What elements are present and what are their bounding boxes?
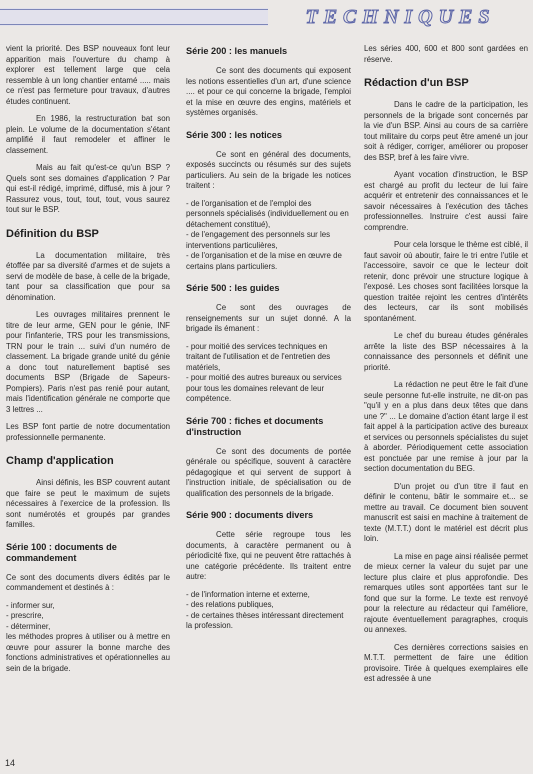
heading-serie-200: Série 200 : les manuels [186,46,288,56]
paragraph: Dans le cadre de la participation, les personnels de la brigade sont concernés par la vie d'un BSP. Ainsi au cours de sa carrière tout militaire du corps peut être amené un jour soit à rédiger, corriger, améliorer ou proposer des BSP, bref à les faire vivre. [364,100,528,162]
section-header [0,0,533,34]
paragraph: La documentation militaire, très étoffée par sa diversité d'armes et de sujets a servi de modèle de base, à celle de la brigade, tant pour sa classification que pour sa dénomination. [6,250,170,302]
heading-serie-700: Série 700 : fiches et documents d'instruction [186,415,324,437]
paragraph: Ce sont des documents de portée générale ou spécifique, souvent à caractère pédagogique et qui servent de support à l'instruction initiale, de spécialisation ou de qualification des personnels de la brigade. [186,446,351,498]
paragraph: les méthodes propres à utiliser ou à mettre en œuvre pour assurer la bonne marche des fonctions administratives et opérationnelles au sein de la brigade. [6,632,170,673]
paragraph: Mais au fait qu'est-ce qu'un BSP ? Quels sont ses domaines d'application ? Par qui est-il rédigé, imprimé, diffusé, mis à jour ? Rassurez vous, tout, tout, tout, vous saurez tout sur le BSP. [6,163,170,214]
paragraph: Les ouvrages militaires prennent le titre de leur arme, GEN pour le génie, INF pour l'infanterie, TRS pour les transmissions, TRN pour le train ... suivi d'un numéro de classement. La brigade grande unité du génie a donc tout naturellement baptisé ses documents BSP (Brigade de Sapeurs-Pompiers). Paris n'est pas renié pour autant, mais l'identification générale ne comporte que 3 lettres ... [6,310,170,414]
column-2 [186,44,351,639]
paragraph: Ainsi définis, les BSP couvrent autant que faire se peut le maximum de sujets nécessaires à l'exercice de la profession. Ils sont numérotés et groupés par grandes familles. [6,478,170,529]
paragraph: Le chef du bureau études générales arrête la liste des BSP nécessaires à la connaissance des personnels et définit une priorité. [364,331,528,372]
paragraph: Ces dernières corrections saisies en M.T.T. permettent de faire une édition provisoire. Tirée à quelques exemplaires elle est adressée à une [364,642,528,683]
heading-serie-100: Série 100 : documents de commandement [6,541,117,563]
paragraph: Ayant vocation d'instruction, le BSP est chargé au profit du lecteur de lui faire acquérir et entretenir des connaissances et le savoir nécessaires à l'exécution des tâches professionnelles. Instruire c'est aussi faire comprendre. [364,170,528,232]
paragraph: Ce sont des documents qui exposent les notions essentielles d'un art, d'une science .... et pour ce qui concerne la brigade, l'emploi et la mise en œuvre des engins, matériels et systèmes organisés. [186,66,351,117]
paragraph: En 1986, la restructuration bat son plein. Le volume de la documentation s'étant amplifié il faut remodeler et affiner le classement. [6,114,170,155]
paragraph: Pour cela lorsque le thème est ciblé, il faut savoir où aboutir, faire le tri entre l'utile et l'accessoire, savoir ce que le lecteur doit retenir, donc prévoir une structure logique à l'exposé. Les choses sont facilitées lorsque la question traitée rejoint les centres d'intérêts des lecteurs, car ils sont mobilisés spontanément. [364,240,528,323]
column-1 [6,44,170,681]
bullet-list: - de l'organisation et de l'emploi des personnels spécialisés (individuellement ou en détachement constitué), - de l'engagement des personnels sur les interventions particulières, - de l'organisation et de la mise en œuvre de certains plans particuliers. [186,198,349,271]
heading-champ: Champ d'application [6,455,114,467]
column-3 [364,44,528,692]
paragraph: Les BSP font partie de notre documentation professionnelle permanente. [6,422,170,442]
heading-serie-900: Série 900 : documents divers [186,510,314,520]
section-title: TECHNIQUES [268,5,533,29]
bullet-list: - informer sur, - prescrire, - déterminer, [6,600,55,631]
paragraph: La rédaction ne peut être le fait d'une seule personne fut-elle instruite, ne dit-on pas "qu'il y en a plus dans deux têtes que dans une ?" ... Le domaine d'action étant large il est fait appel à la participation active des bureaux et services ou personnels spécialistes du sujet à aborder. Périodiquement cette association est ponctuée par une remise à jour par la section documentation du BEG. [364,380,528,473]
paragraph: Ce sont en général des documents, exposés succincts ou résumés sur des sujets particuliers. Au sein de la brigade les notices traitent : [186,149,351,190]
heading-definition: Définition du BSP [6,227,99,240]
bullet-list: - de l'information interne et externe, - des relations publiques, - de certaines thèses intéressant directement la profession. [186,589,344,630]
paragraph: Ce sont des ouvrages de renseignements sur un sujet donné. A la brigade ils émanent : [186,303,351,333]
paragraph: vient la priorité. Des BSP nouveaux font leur apparition mais l'ouverture du champ à explorer est tellement large que cela ressemble à un long chantier entamé ..... mais ce n'est pas fermeture pour travaux, d'autres études continuent. [6,44,170,106]
heading-redaction: Rédaction d'un BSP [364,77,469,89]
heading-serie-300: Série 300 : les notices [186,129,283,140]
paragraph: Cette série regroupe tous les documents, à caractère permanent ou à périodicité fixe, qui ne peuvent être rattachés à une catégorie précédente. Ils traitent entre autre: [186,530,351,581]
bullet-list: - pour moitié des services techniques en traitant de l'utilisation et de l'entretien des matériels, - pour moitié des autres bureaux ou services pour tous les domaines relevant de leur compétence. [186,341,342,403]
paragraph: La mise en page ainsi réalisée permet de mieux cerner la valeur du sujet par une lecture plus claire et plus approfondie. Des remarques utiles sont apportées tant sur le fond que sur la forme. Le texte est renvoyé pour la relecture au rédacteur qui l'améliore, rajoute éventuellement paragraphes, croquis ou annexes. [364,551,528,634]
paragraph: D'un projet ou d'un titre il faut en définir le contenu, bâtir le sommaire et... se mettre au travail. Ce document bien souvent manuscrit est saisi en machine à traitement de texte (M.T.T.) dont le matériel est décrit plus loin. [364,481,528,543]
paragraph: Ce sont des documents divers édités par le commandement et destinés à : [6,572,170,592]
paragraph: Les séries 400, 600 et 800 sont gardées en réserve. [364,44,528,64]
heading-serie-500: Série 500 : les guides [186,283,280,293]
page-number: 14 [5,758,16,768]
